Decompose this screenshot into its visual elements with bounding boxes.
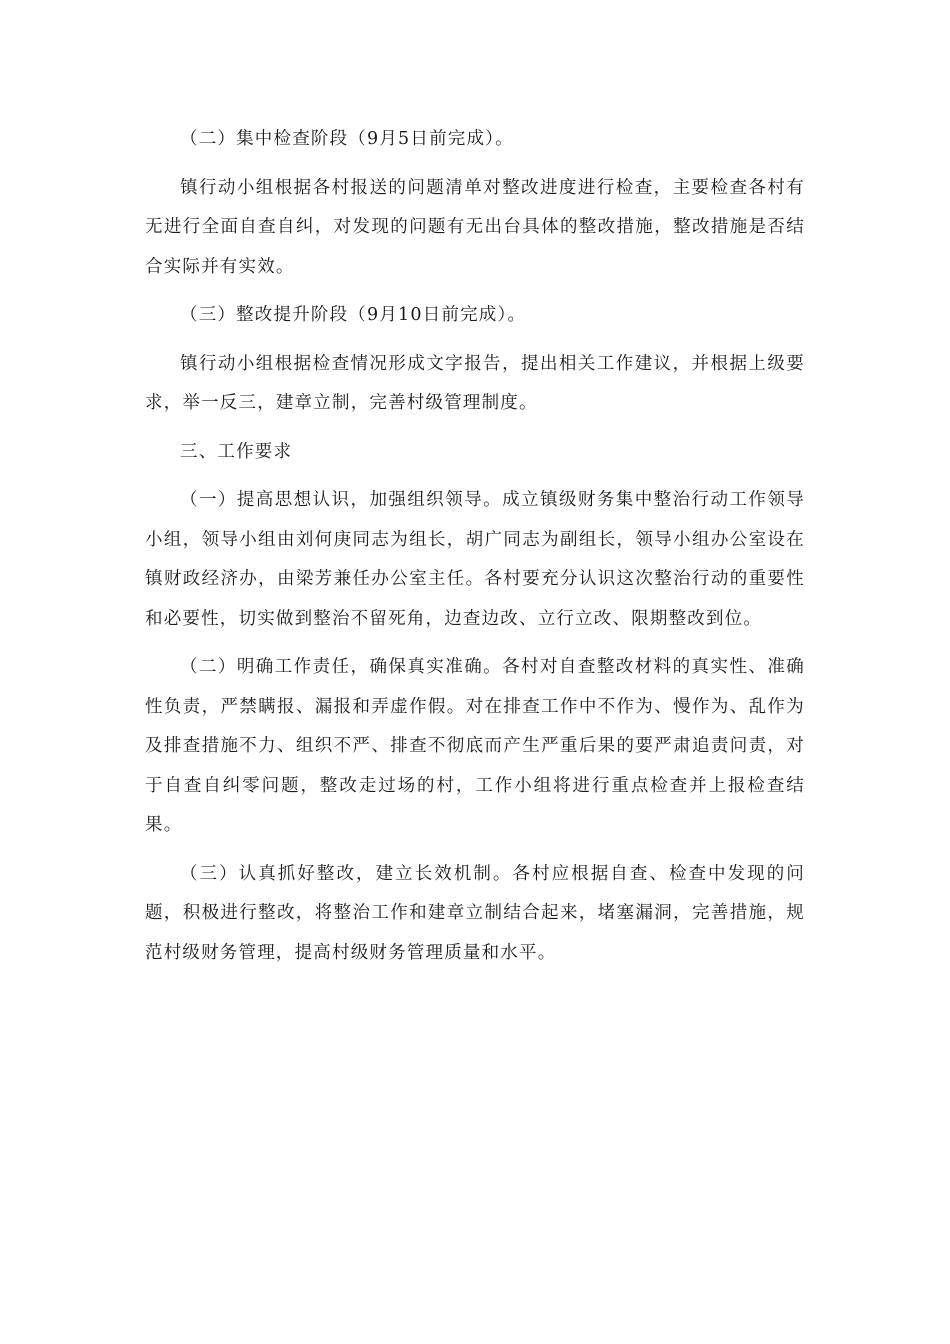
section-heading-work-requirements: 三、工作要求 <box>180 441 293 462</box>
requirement-paragraph-two: （二）明确工作责任，确保真实准确。各村对自查整改材料的真实性、准确性负责，严禁瞒报、漏报和弄虚作假。对在排查工作中不作为、慢作为、乱作为及排查措施不力、组织不严、排查不彻底而产生严重后果的要严肃追责问责，对于自查自纠零问题，整改走过场的村，工作小组将进行重点检查并上报检查结果。 <box>145 657 805 835</box>
section-heading-stage-two: （二）集中检查阶段（9月5日前完成）。 <box>180 129 514 149</box>
body-paragraph: 镇行动小组根据各村报送的问题清单对整改进度进行检查，主要检查各村有无进行全面自查自纠，对发现的问题有无出台具体的整改措施，整改措施是否结合实际并有实效。 <box>145 177 805 277</box>
document-body <box>145 120 805 982</box>
section-heading-stage-three: （三）整改提升阶段（9月10日前完成）。 <box>180 305 527 325</box>
requirement-paragraph-one: （一）提高思想认识，加强组织领导。成立镇级财务集中整治行动工作领导小组，领导小组由刘何庚同志为组长，胡广同志为副组长，领导小组办公室设在镇财政经济办，由梁芳兼任办公室主任。各村要充分认识这次整治行动的重要性和必要性，切实做到整治不留死角，边查边改、立行立改、限期整改到位。 <box>145 490 805 629</box>
body-paragraph: 镇行动小组根据检查情况形成文字报告，提出相关工作建议，并根据上级要求，举一反三，建章立制，完善村级管理制度。 <box>145 353 805 413</box>
requirement-paragraph-three: （三）认真抓好整改，建立长效机制。各村应根据自查、检查中发现的问题，积极进行整改，将整治工作和建章立制结合起来，堵塞漏洞，完善措施，规范村级财务管理，提高村级财务管理质量和水平。 <box>145 863 805 963</box>
